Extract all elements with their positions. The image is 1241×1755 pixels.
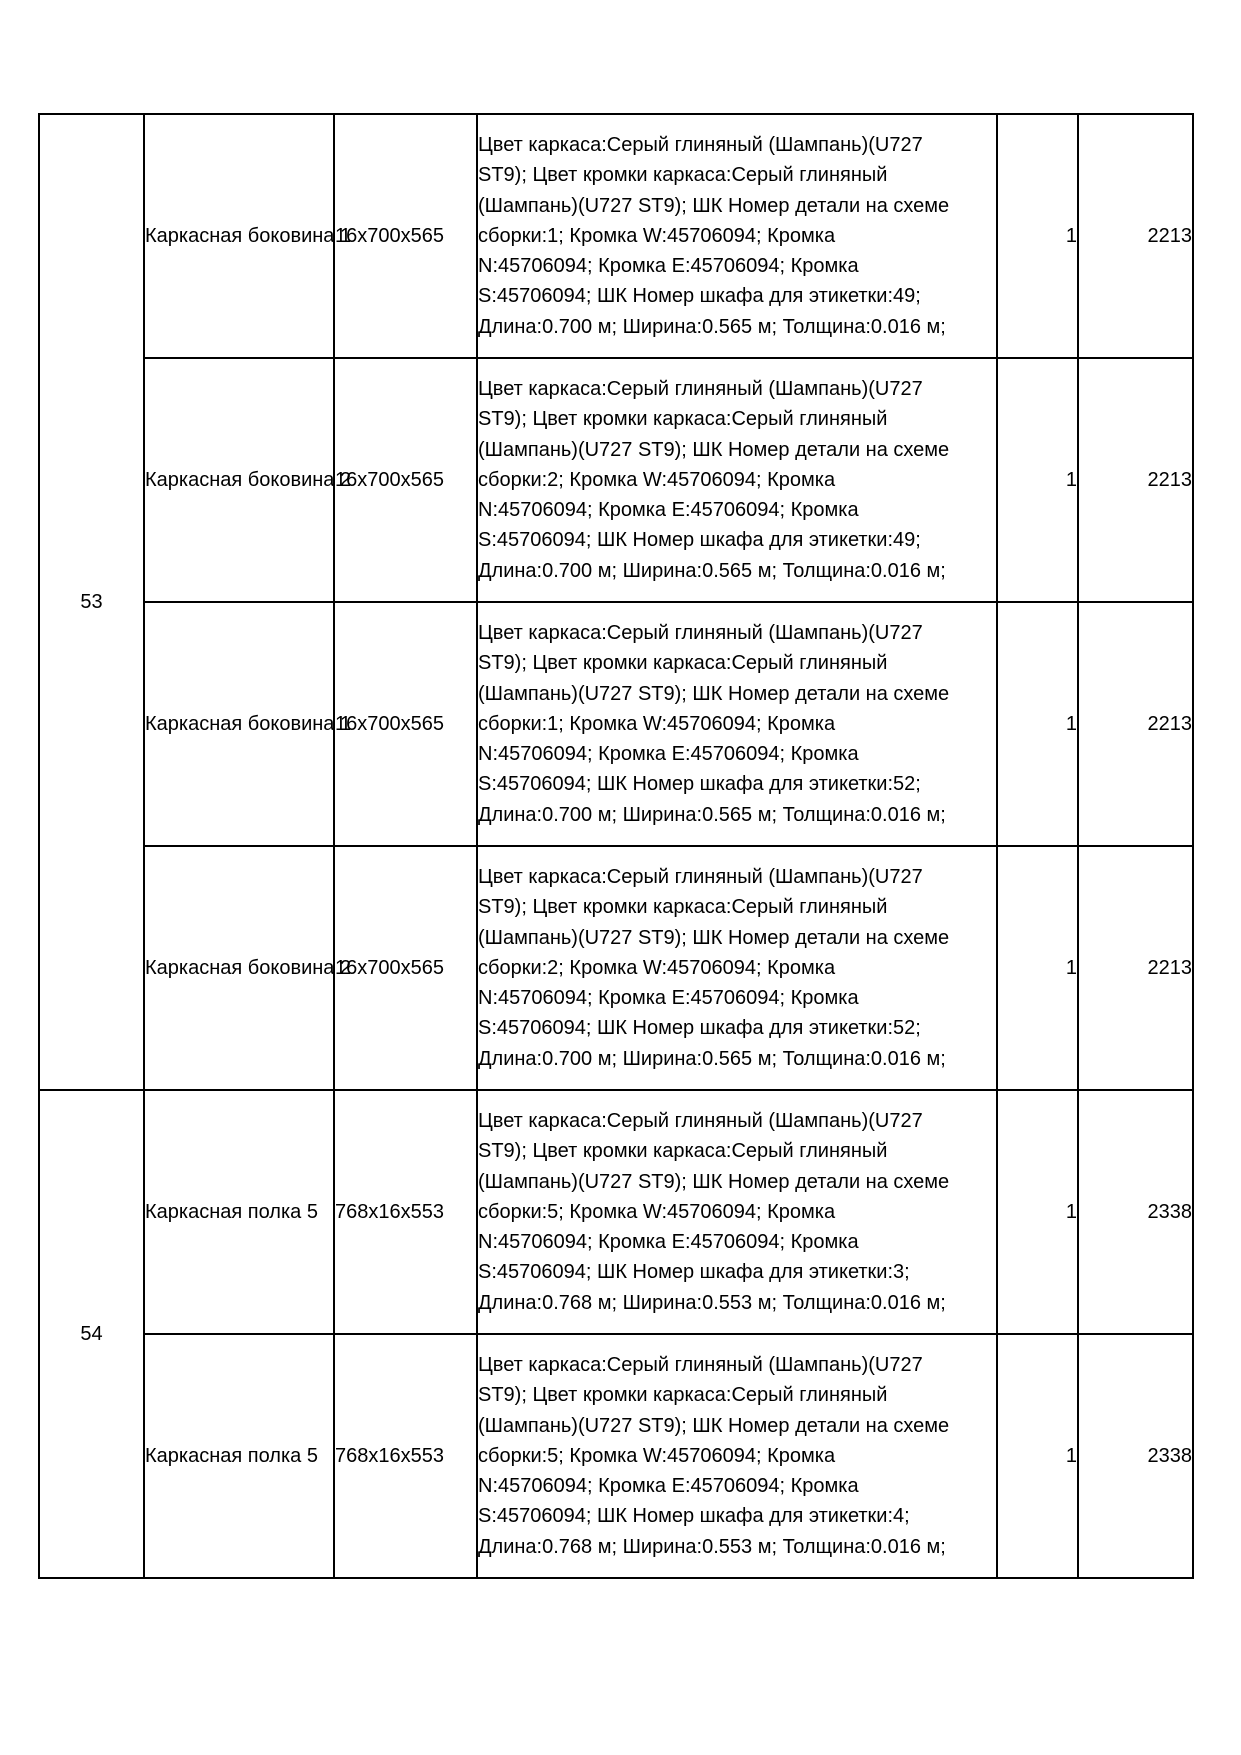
description-line: ST9); Цвет кромки каркаса:Серый глиняный: [478, 164, 888, 187]
description-line: S:45706094; ШК Номер шкафа для этикетки:49;: [478, 285, 921, 308]
part-size: 768x16x553: [334, 1334, 477, 1578]
description-line: Длина:0.768 м; Ширина:0.553 м; Толщина:0.016 м;: [478, 1291, 946, 1314]
description-line: (Шампань)(U727 ST9); ШК Номер детали на схеме: [478, 438, 950, 461]
description-line: N:45706094; Кромка E:45706094; Кромка: [478, 1475, 859, 1498]
table-row: [39, 114, 1193, 358]
description-line: N:45706094; Кромка E:45706094; Кромка: [478, 1231, 859, 1254]
part-name: Каркасная боковина 1: [144, 602, 334, 846]
table-row: [39, 1334, 1193, 1578]
description-line: сборки:5; Кромка W:45706094; Кромка: [478, 1444, 836, 1467]
part-size: 16x700x565: [334, 114, 477, 358]
part-quantity: 1: [997, 1090, 1078, 1334]
description-line: N:45706094; Кромка E:45706094; Кромка: [478, 987, 859, 1010]
description-line: Длина:0.700 м; Ширина:0.565 м; Толщина:0.016 м;: [478, 559, 946, 582]
part-quantity: 1: [997, 114, 1078, 358]
group-number: 54: [39, 1090, 144, 1578]
description-line: (Шампань)(U727 ST9); ШК Номер детали на схеме: [478, 926, 950, 949]
description-line: S:45706094; ШК Номер шкафа для этикетки:4;: [478, 1505, 910, 1528]
description-line: S:45706094; ШК Номер шкафа для этикетки:52;: [478, 773, 921, 796]
description-line: Длина:0.768 м; Ширина:0.553 м; Толщина:0.016 м;: [478, 1535, 946, 1558]
description-line: N:45706094; Кромка E:45706094; Кромка: [478, 743, 859, 766]
part-description: [477, 114, 997, 358]
part-description: [477, 1090, 997, 1334]
part-description: [477, 358, 997, 602]
description-line: (Шампань)(U727 ST9); ШК Номер детали на схеме: [478, 1170, 950, 1193]
part-name: Каркасная полка 5: [144, 1334, 334, 1578]
description-line: S:45706094; ШК Номер шкафа для этикетки:3;: [478, 1261, 910, 1284]
description-line: сборки:1; Кромка W:45706094; Кромка: [478, 712, 836, 735]
description-line: Цвет каркаса:Серый глиняный (Шампань)(U727: [478, 1109, 923, 1132]
description-line: ST9); Цвет кромки каркаса:Серый глиняный: [478, 896, 888, 919]
description-line: N:45706094; Кромка E:45706094; Кромка: [478, 255, 859, 278]
description-line: N:45706094; Кромка E:45706094; Кромка: [478, 499, 859, 522]
part-code: 2213: [1078, 846, 1193, 1090]
part-size: 16x700x565: [334, 846, 477, 1090]
part-quantity: 1: [997, 358, 1078, 602]
description-line: ST9); Цвет кромки каркаса:Серый глиняный: [478, 652, 888, 675]
description-line: Длина:0.700 м; Ширина:0.565 м; Толщина:0.016 м;: [478, 315, 946, 338]
description-line: ST9); Цвет кромки каркаса:Серый глиняный: [478, 1384, 888, 1407]
description-line: Длина:0.700 м; Ширина:0.565 м; Толщина:0.016 м;: [478, 803, 946, 826]
description-line: (Шампань)(U727 ST9); ШК Номер детали на схеме: [478, 1414, 950, 1437]
part-quantity: 1: [997, 602, 1078, 846]
description-line: сборки:5; Кромка W:45706094; Кромка: [478, 1200, 836, 1223]
part-name: Каркасная боковина 2: [144, 846, 334, 1090]
part-description: [477, 602, 997, 846]
part-size: 16x700x565: [334, 358, 477, 602]
table-row: [39, 358, 1193, 602]
part-size: 768x16x553: [334, 1090, 477, 1334]
part-name: Каркасная полка 5: [144, 1090, 334, 1334]
part-code: 2213: [1078, 114, 1193, 358]
group-number: 53: [39, 114, 144, 1090]
parts-table: [38, 113, 1194, 1579]
description-line: (Шампань)(U727 ST9); ШК Номер детали на схеме: [478, 194, 950, 217]
description-line: S:45706094; ШК Номер шкафа для этикетки:49;: [478, 529, 921, 552]
description-line: сборки:2; Кромка W:45706094; Кромка: [478, 468, 836, 491]
table-row: [39, 1090, 1193, 1334]
part-quantity: 1: [997, 846, 1078, 1090]
part-name: Каркасная боковина 1: [144, 114, 334, 358]
part-quantity: 1: [997, 1334, 1078, 1578]
part-name: Каркасная боковина 2: [144, 358, 334, 602]
description-line: Цвет каркаса:Серый глиняный (Шампань)(U727: [478, 865, 923, 888]
description-line: Цвет каркаса:Серый глиняный (Шампань)(U727: [478, 621, 923, 644]
description-line: (Шампань)(U727 ST9); ШК Номер детали на схеме: [478, 682, 950, 705]
part-code: 2213: [1078, 602, 1193, 846]
part-description: [477, 846, 997, 1090]
part-code: 2338: [1078, 1090, 1193, 1334]
description-line: сборки:1; Кромка W:45706094; Кромка: [478, 224, 836, 247]
description-line: Длина:0.700 м; Ширина:0.565 м; Толщина:0.016 м;: [478, 1047, 946, 1070]
description-line: ST9); Цвет кромки каркаса:Серый глиняный: [478, 1140, 888, 1163]
part-description: [477, 1334, 997, 1578]
table-row: [39, 846, 1193, 1090]
description-line: S:45706094; ШК Номер шкафа для этикетки:52;: [478, 1017, 921, 1040]
part-code: 2213: [1078, 358, 1193, 602]
description-line: Цвет каркаса:Серый глиняный (Шампань)(U727: [478, 377, 923, 400]
part-size: 16x700x565: [334, 602, 477, 846]
description-line: ST9); Цвет кромки каркаса:Серый глиняный: [478, 408, 888, 431]
part-code: 2338: [1078, 1334, 1193, 1578]
description-line: Цвет каркаса:Серый глиняный (Шампань)(U727: [478, 1353, 923, 1376]
description-line: Цвет каркаса:Серый глиняный (Шампань)(U727: [478, 133, 923, 156]
table-row: [39, 602, 1193, 846]
description-line: сборки:2; Кромка W:45706094; Кромка: [478, 956, 836, 979]
